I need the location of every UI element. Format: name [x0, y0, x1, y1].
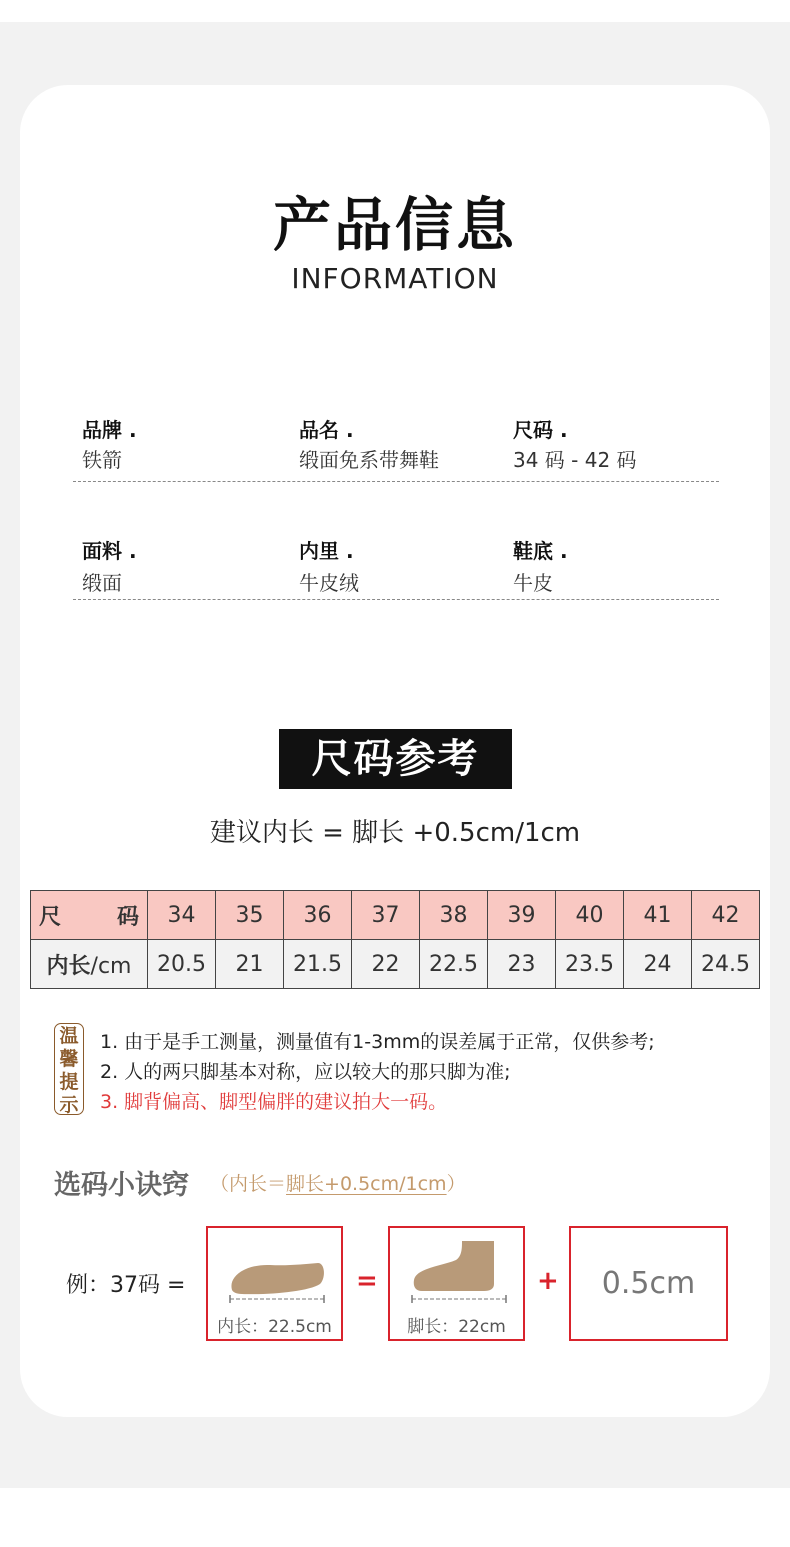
size-cell: 39	[488, 891, 556, 940]
page-subtitle: INFORMATION	[291, 262, 499, 295]
plus-sign: +	[537, 1266, 559, 1296]
size-trick-formula	[210, 1169, 466, 1196]
tips-badge-char: 温	[59, 1025, 79, 1047]
formula-left: 内长＝	[229, 1173, 287, 1195]
shoe-caption: 内长：22.5cm	[217, 1317, 332, 1337]
size-cell: 36	[284, 891, 352, 940]
info-value-size: 34 码 - 42 码	[513, 448, 637, 472]
paren-close: ）	[446, 1173, 466, 1195]
length-cell: 23	[488, 940, 556, 989]
foot-icon	[412, 1238, 498, 1294]
length-header-unit: /cm	[90, 953, 132, 979]
divider	[73, 599, 719, 600]
length-cell: 22	[352, 940, 420, 989]
tips-badge-char: 提	[59, 1071, 79, 1093]
size-cell: 35	[216, 891, 284, 940]
info-value-name: 缎面免系带舞鞋	[299, 448, 439, 472]
measure-line-icon	[228, 1294, 326, 1304]
length-cell: 24.5	[692, 940, 760, 989]
example-label: 例：37码 =	[66, 1273, 186, 1298]
info-label-lining: 内里 .	[299, 539, 354, 563]
tips-badge-char: 馨	[59, 1048, 79, 1070]
equals-sign: =	[356, 1266, 378, 1296]
size-cell: 34	[148, 891, 216, 940]
size-cell: 41	[624, 891, 692, 940]
size-trick-title: 选码小诀窍	[54, 1170, 189, 1201]
length-cell: 21.5	[284, 940, 352, 989]
size-header: 尺 码	[31, 891, 148, 940]
foot-box	[388, 1226, 525, 1341]
divider	[73, 481, 719, 482]
shoe-icon	[226, 1256, 326, 1298]
paren-open: （	[210, 1173, 230, 1195]
length-cell: 22.5	[420, 940, 488, 989]
info-label-fabric: 面料 .	[82, 539, 137, 563]
size-cell: 37	[352, 891, 420, 940]
length-cell: 21	[216, 940, 284, 989]
size-formula: 建议内长 = 脚长 +0.5cm/1cm	[209, 818, 581, 848]
info-label-size: 尺码 .	[513, 418, 568, 442]
extra-length-box	[569, 1226, 728, 1341]
length-cell: 20.5	[148, 940, 216, 989]
formula-right: 脚长+0.5cm/1cm	[286, 1173, 447, 1195]
tips-badge-char: 示	[59, 1094, 79, 1116]
info-label-name: 品名 .	[299, 418, 354, 442]
foot-caption: 脚长：22cm	[407, 1317, 506, 1337]
length-cell: 24	[624, 940, 692, 989]
info-value-lining: 牛皮绒	[299, 571, 359, 595]
size-cell: 40	[556, 891, 624, 940]
length-header-label: 内长	[46, 953, 91, 979]
size-section-title: 尺码参考	[279, 729, 512, 789]
length-header	[31, 940, 148, 989]
info-value-fabric: 缎面	[82, 571, 122, 595]
table-row	[31, 891, 760, 940]
measure-line-icon	[410, 1294, 508, 1304]
info-value-sole: 牛皮	[513, 571, 553, 595]
tip-line-2: 2. 人的两只脚基本对称，应以较大的那只脚为准;	[100, 1061, 511, 1083]
tips-badge	[54, 1023, 84, 1115]
extra-length-value: 0.5cm	[601, 1266, 696, 1301]
table-row	[31, 940, 760, 989]
length-cell: 23.5	[556, 940, 624, 989]
tip-line-1: 1. 由于是手工测量，测量值有1-3mm的误差属于正常，仅供参考;	[100, 1031, 655, 1053]
info-label-brand: 品牌 .	[82, 418, 137, 442]
info-value-brand: 铁箭	[82, 448, 122, 472]
size-cell: 42	[692, 891, 760, 940]
tip-line-3: 3. 脚背偏高、脚型偏胖的建议拍大一码。	[100, 1091, 448, 1113]
size-table	[30, 890, 760, 989]
page-title: 产品信息	[272, 191, 517, 259]
size-cell: 38	[420, 891, 488, 940]
shoe-box	[206, 1226, 343, 1341]
info-label-sole: 鞋底 .	[513, 539, 568, 563]
